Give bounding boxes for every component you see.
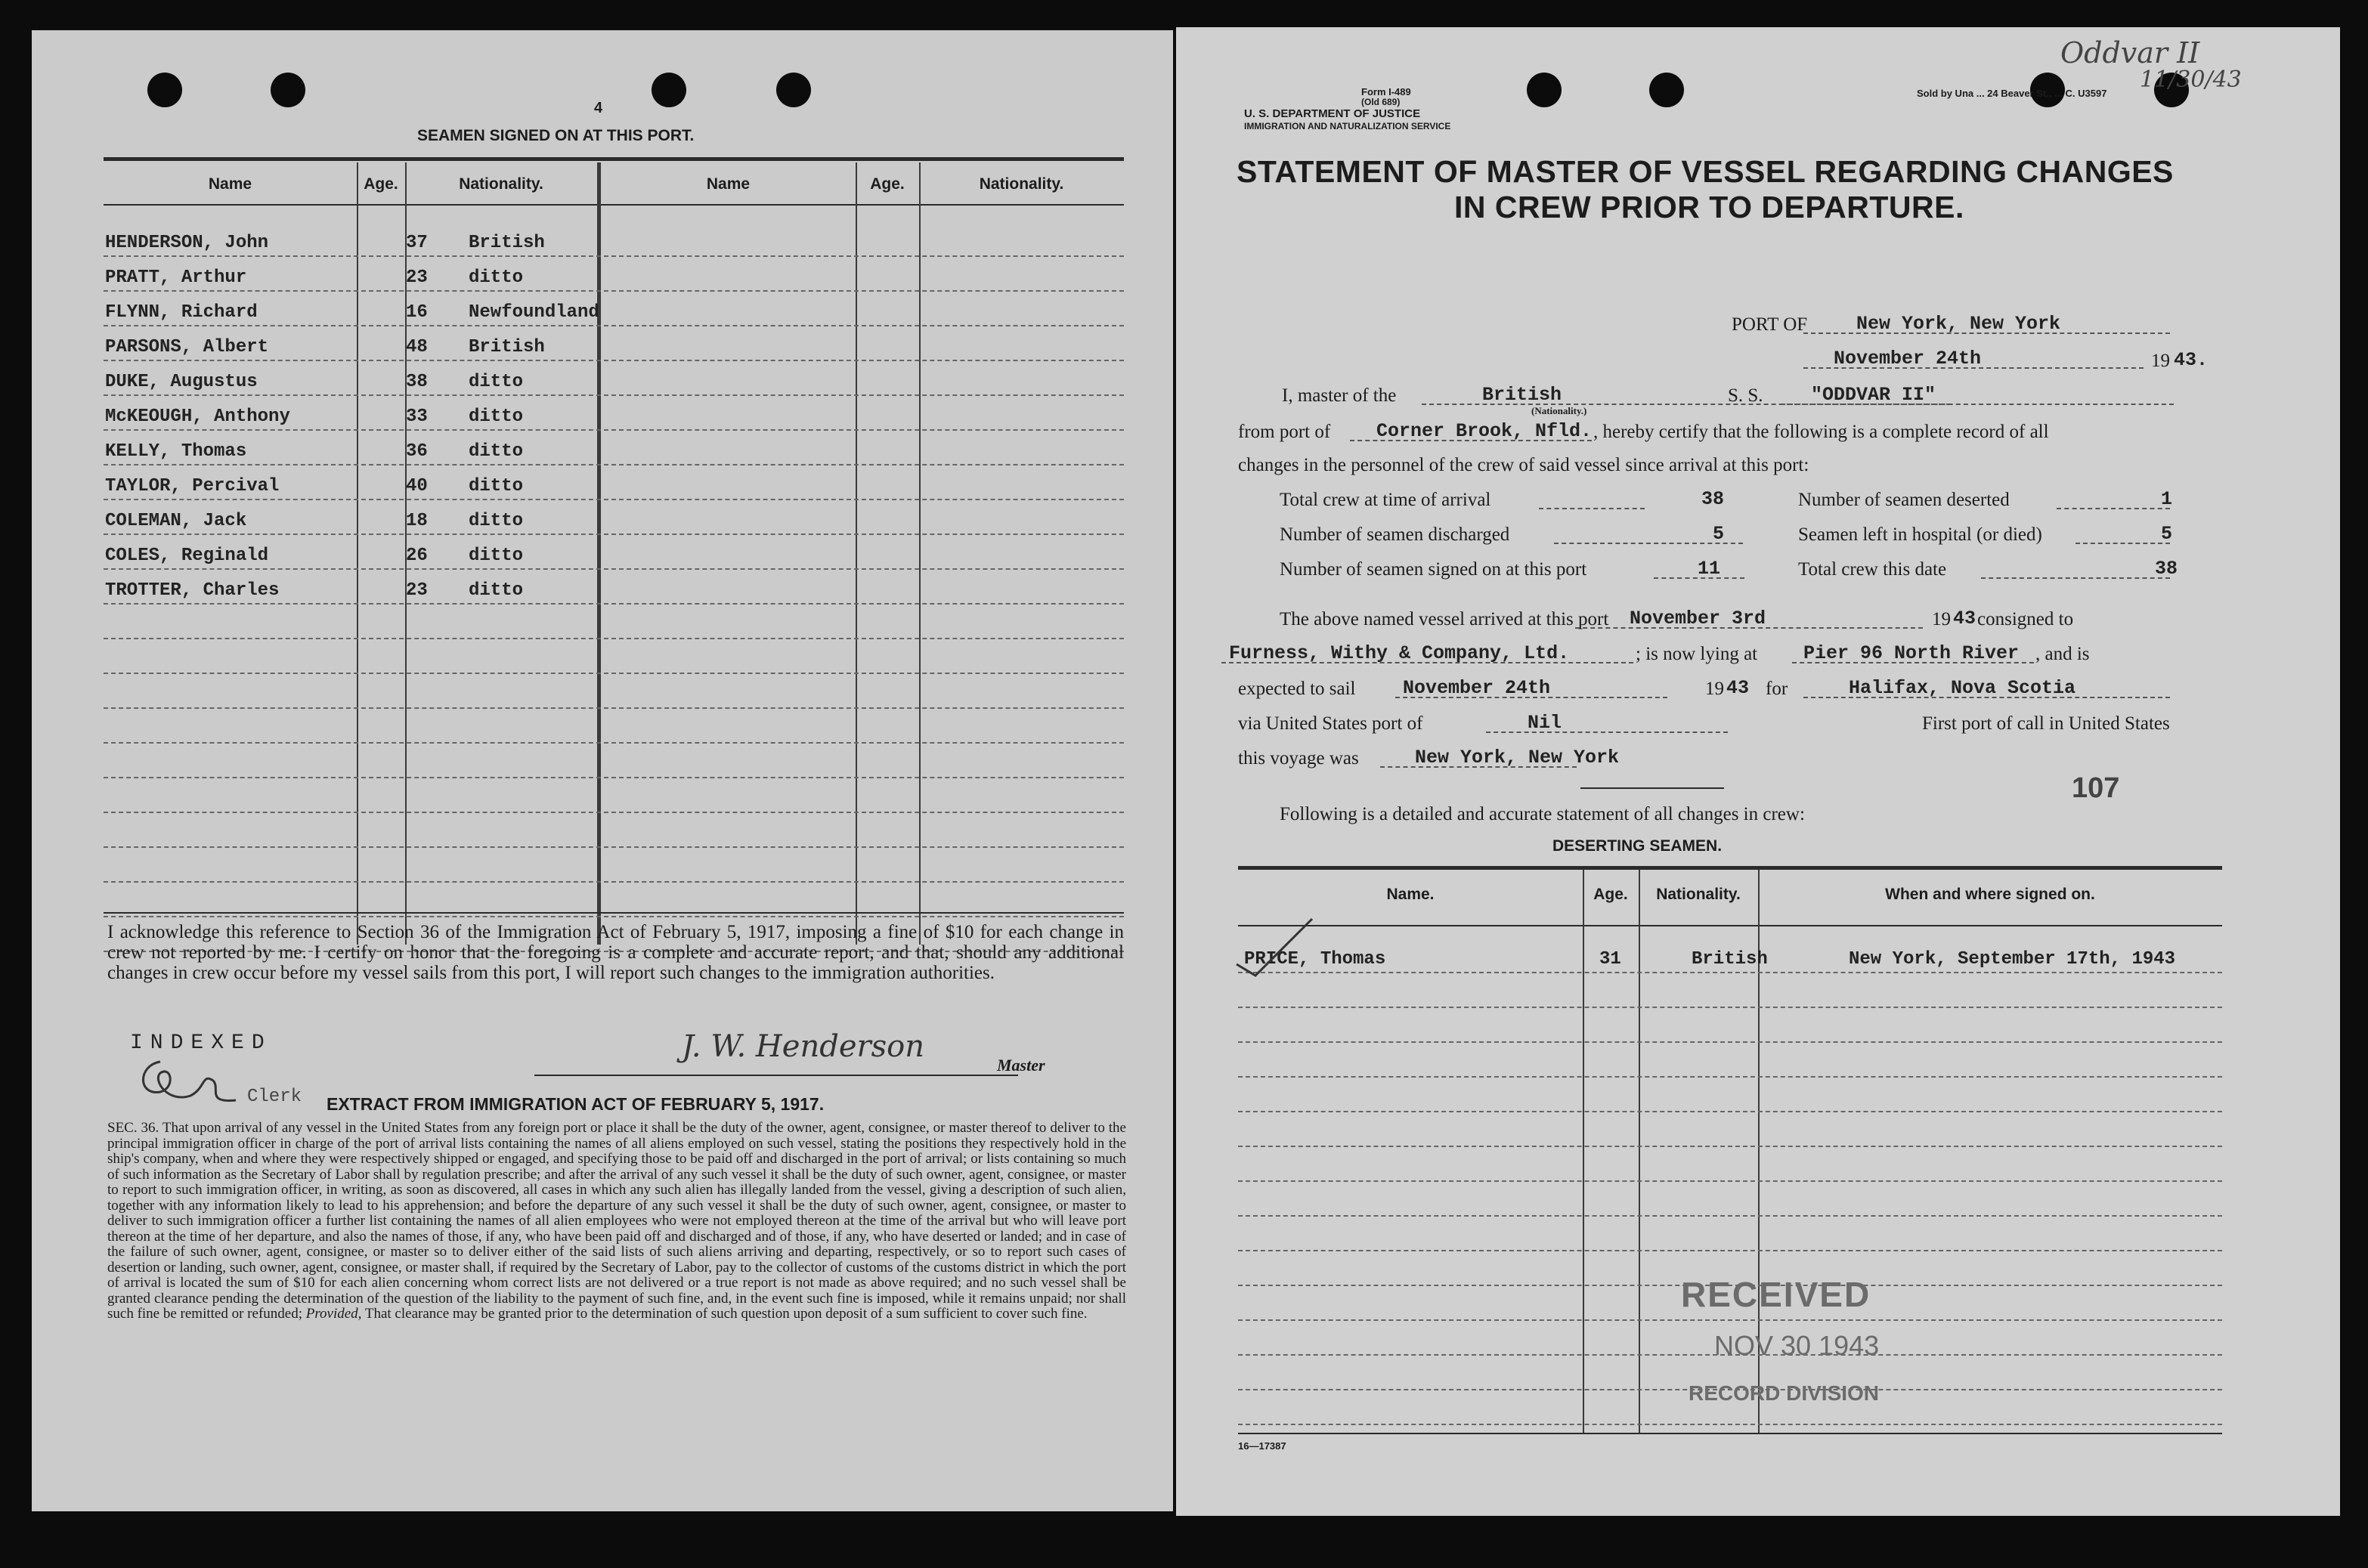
desert-table-top-rule — [1238, 866, 2222, 870]
handwritten-ship-note: Oddvar II — [2060, 36, 2200, 70]
row-rule — [104, 707, 1124, 709]
signature-line — [534, 1075, 1018, 1076]
column-header-age: Age. — [870, 175, 905, 193]
following-text: Following is a detailed and accurate statement of all changes in crew: — [1280, 804, 1805, 824]
record-division-stamp: RECORD DIVISION — [1689, 1381, 1880, 1405]
table-row — [104, 541, 1124, 574]
table-row — [104, 367, 1124, 401]
desert-table-header-rule — [1238, 925, 2222, 926]
extract-title: EXTRACT FROM IMMIGRATION ACT OF FEBRUARY 5, 1917. — [327, 1094, 825, 1114]
punch-hole — [271, 73, 305, 107]
department-name: U. S. DEPARTMENT OF JUSTICE — [1244, 107, 1421, 120]
seaman-name: COLEMAN, Jack — [105, 511, 247, 531]
arrived-date: November 3rd — [1630, 608, 1766, 629]
column-header-name: Name — [706, 175, 751, 193]
discharged-value: 5 — [1713, 523, 1725, 545]
received-stamp: RECEIVED — [1681, 1275, 1871, 1314]
column-header-age: Age. — [364, 175, 398, 193]
ship-name: "ODDVAR II" — [1811, 384, 1936, 406]
punch-hole — [1649, 73, 1684, 107]
discharged-label: Number of seamen discharged — [1280, 524, 1510, 545]
via-line — [1486, 731, 1728, 733]
section-36-label: SEC. 36. — [107, 1120, 159, 1136]
row-rule — [1238, 1215, 2222, 1217]
table-row — [104, 332, 1124, 366]
seaman-name: TROTTER, Charles — [105, 580, 280, 601]
consignee-line — [1221, 662, 1633, 663]
desert-header-nationality: Nationality. — [1656, 886, 1741, 903]
via-value: Nil — [1528, 712, 1562, 734]
clerk-initials-signature — [130, 1050, 243, 1111]
voyage-extra-line — [1580, 787, 1724, 789]
table-row — [104, 402, 1124, 435]
column-header-name: Name — [208, 175, 252, 193]
table-row — [104, 576, 1124, 609]
deserter-signed-on: New York, September 17th, 1943 — [1849, 949, 2176, 970]
consigned-to-label: consigned to — [1977, 609, 2074, 629]
deserted-label: Number of seamen deserted — [1798, 490, 2010, 510]
seaman-name: McKEOUGH, Anthony — [105, 407, 290, 427]
expected-label: expected to sail — [1238, 679, 1356, 699]
seaman-nationality: ditto — [469, 546, 524, 566]
stat-line — [1539, 508, 1645, 509]
form-title-line-1: STATEMENT OF MASTER OF VESSEL REGARDING CHANGES — [1237, 154, 2174, 189]
row-rule — [1238, 1111, 2222, 1112]
form-number: Form I-489 — [1361, 86, 1411, 97]
section-title: SEAMEN SIGNED ON AT THIS PORT. — [417, 127, 695, 144]
row-rule — [104, 777, 1124, 778]
date-value: November 24th — [1834, 348, 1982, 370]
seaman-age: 33 — [406, 407, 428, 427]
seaman-nationality: Newfoundland — [469, 302, 599, 323]
seaman-age: 36 — [406, 441, 428, 462]
nationality-value: British — [1482, 384, 1562, 406]
voyage-value: New York, New York — [1415, 747, 1620, 769]
sold-by-note: Sold by Una ... 24 Beaver St., ... C. U3597 — [1917, 88, 2107, 99]
row-rule — [104, 812, 1124, 813]
port-value: New York, New York — [1856, 313, 2061, 335]
total-crew-arrival-value: 38 — [1701, 488, 1725, 510]
deserting-title: DESERTING SEAMEN. — [1552, 837, 1723, 855]
table-row — [104, 506, 1124, 540]
row-rule — [104, 846, 1124, 848]
form-code: 16—17387 — [1238, 1440, 1286, 1452]
deserted-value: 1 — [2161, 488, 2173, 510]
row-rule — [104, 916, 1124, 917]
first-port-label: First port of call in United States — [1922, 713, 2170, 734]
table-row — [104, 437, 1124, 470]
table-top-rule — [104, 157, 1124, 161]
lying-at-value: Pier 96 North River — [1803, 642, 2020, 664]
row-rule — [1238, 1041, 2222, 1043]
year-value: 43. — [2174, 349, 2209, 371]
hospital-value: 5 — [2161, 523, 2173, 545]
desert-header-age: Age. — [1593, 886, 1628, 903]
section-36-proviso-label: Provided, — [305, 1306, 362, 1322]
certify-text: , hereby certify that the following is a complete record of all — [1593, 422, 2049, 442]
received-stamp-date: NOV 30 1943 — [1714, 1330, 1880, 1361]
seaman-nationality: ditto — [469, 407, 524, 427]
row-rule — [1238, 1250, 2222, 1251]
seaman-age: 37 — [406, 233, 428, 253]
seaman-name: TAYLOR, Percival — [105, 476, 280, 496]
seaman-age: 16 — [406, 302, 428, 323]
seaman-name: KELLY, Thomas — [105, 441, 247, 462]
left-page — [32, 30, 1173, 1511]
seaman-age: 18 — [406, 511, 428, 531]
seaman-name: HENDERSON, John — [105, 233, 269, 253]
stat-line — [2075, 543, 2170, 544]
seaman-age: 48 — [406, 337, 428, 357]
port-label: PORT OF — [1732, 314, 1808, 335]
total-today-value: 38 — [2155, 558, 2178, 580]
row-rule — [1238, 1076, 2222, 1078]
seaman-name: PARSONS, Albert — [105, 337, 269, 357]
seaman-nationality: ditto — [469, 441, 524, 462]
punch-hole — [147, 73, 182, 107]
punch-hole — [652, 73, 686, 107]
master-of-label: I, master of the — [1282, 385, 1397, 406]
column-header-nationality: Nationality. — [979, 175, 1064, 193]
nationality-caption: (Nationality.) — [1531, 405, 1587, 416]
seaman-age: 23 — [406, 268, 428, 288]
seaman-name: DUKE, Augustus — [105, 372, 258, 392]
changes-text: changes in the personnel of the crew of said vessel since arrival at this port: — [1238, 455, 1809, 475]
column-header-nationality: Nationality. — [459, 175, 543, 193]
row-rule — [104, 881, 1124, 883]
stat-line — [2057, 508, 2170, 509]
ss-label: S. S. — [1728, 385, 1763, 406]
signed-on-label: Number of seamen signed on at this port — [1280, 559, 1587, 580]
right-page — [1176, 27, 2340, 1516]
row-rule — [1238, 1146, 2222, 1147]
row-rule — [1238, 1180, 2222, 1182]
seaman-age: 38 — [406, 372, 428, 392]
arrived-year-prefix: 19 — [1932, 609, 1951, 629]
seaman-name: PRATT, Arthur — [105, 268, 247, 288]
for-label: for — [1766, 679, 1788, 699]
punch-hole — [1527, 73, 1562, 107]
desert-table-bottom-rule — [1238, 1433, 2222, 1434]
seaman-nationality: British — [469, 337, 545, 357]
row-rule — [1238, 1007, 2222, 1008]
row-rule — [1238, 1319, 2222, 1321]
table-bottom-rule — [104, 912, 1124, 914]
check-mark — [1229, 911, 1320, 979]
desert-header-signed-on: When and where signed on. — [1885, 886, 2095, 903]
deserter-age: 31 — [1599, 949, 1621, 970]
seaman-age: 26 — [406, 546, 428, 566]
expected-year: 43 — [1726, 677, 1750, 699]
year-prefix: 19 — [2151, 351, 2170, 371]
table-row — [1238, 949, 2222, 979]
seaman-nationality: British — [469, 233, 545, 253]
seaman-age: 40 — [406, 476, 428, 496]
arrived-text: The above named vessel arrived at this port — [1280, 609, 1609, 629]
section-36-body: That upon arrival of any vessel in the United States from any foreign port or place it shall be the duty of the owner, agent, consignee, or master thereof to deliver to the principal immigration officer in charge of the port of arrival lists containing the names of all aliens employed on such vessel, stating the positions they respectively hold in the ship's company, when and where they were respectively shipped or engaged, and specifying those to be paid off and discharged in the port of arrival; or lists containing so much of such information as the Secretary of Labor shall by regulation prescribe; and after the arrival of any such vessel it shall be the duty of such owner, agent, consignee, or master to report to such immigration officer, in writing, as soon as discovered, all cases in which any such alien has illegally landed from the vessel, giving a description of such alien, together with any information likely to lead to his apprehension; and before the departure of any such vessel it shall be the duty of such owner, agent, consignee, or master to deliver to such immigration officer a further list containing the names of all alien employees who were not employed thereon at the time of the arrival but who will leave port thereon at the time of her departure, and also the names of those, if any, who have been paid off and discharged and of those, if any, who have deserted or landed; and in case of the failure of such owner, agent, consignee, or master so to deliver either of the said lists of such aliens arriving and departing, respectively, or so to report such cases of desertion or landing, such owner, agent, consignee, or master shall, if required by the Secretary of Labor, pay to the collector of customs of the customs district in which the port of arrival is located the sum of $10 for each alien concerning whom correct lists are not delivered or a true report is not made as above required; and no such vessel shall be granted clearance pending the determination of the question of the liability to the payment of such fine, and, in the event such fine is imposed, while it remains unpaid; nor shall such fine be remitted or refunded; — [107, 1120, 1126, 1322]
consignee-value: Furness, Withy & Company, Ltd. — [1229, 642, 1570, 664]
from-port-label: from port of — [1238, 422, 1331, 442]
acknowledgement-text: I acknowledge this reference to Section 36 of the Immigration Act of February 5, 1917, imposing a fine of $10 for each change in crew not reported by me. I certify on honor that the foregoing is a complete and accurate report, and that, should any additional changes in crew occur before my vessel sails from this port, I will report such changes to the immigration authorities. — [107, 922, 1124, 983]
form-old-number: (Old 689) — [1361, 97, 1401, 107]
row-rule — [104, 673, 1124, 674]
table-row — [104, 263, 1124, 296]
seaman-age: 23 — [406, 580, 428, 601]
row-rule — [1238, 1424, 2222, 1425]
row-rule — [104, 638, 1124, 639]
seaman-name: COLES, Reginald — [105, 546, 269, 566]
service-name: IMMIGRATION AND NATURALIZATION SERVICE — [1244, 121, 1451, 131]
seaman-nationality: ditto — [469, 372, 524, 392]
row-rule — [104, 742, 1124, 744]
total-crew-arrival-label: Total crew at time of arrival — [1280, 490, 1491, 510]
seaman-name: FLYNN, Richard — [105, 302, 258, 323]
clerk-label: Clerk — [247, 1087, 302, 1107]
deserter-name: PRICE, Thomas — [1244, 949, 1386, 970]
seaman-nationality: ditto — [469, 580, 524, 601]
stat-line — [1981, 577, 2170, 579]
section-36-text — [107, 1121, 1126, 1322]
destination-value: Halifax, Nova Scotia — [1849, 677, 2076, 699]
page-number: 4 — [594, 100, 603, 116]
hospital-label: Seamen left in hospital (or died) — [1798, 524, 2042, 545]
master-label: Master — [997, 1056, 1045, 1075]
deserter-nationality: British — [1692, 949, 1768, 970]
handwritten-reference: 11/30/43 — [2140, 66, 2242, 93]
table-row — [104, 298, 1124, 331]
desert-header-name: Name. — [1386, 886, 1435, 903]
total-today-label: Total crew this date — [1798, 559, 1947, 580]
expected-year-prefix: 19 — [1705, 679, 1724, 699]
table-row — [104, 472, 1124, 505]
punch-hole — [776, 73, 811, 107]
voyage-label: this voyage was — [1238, 748, 1359, 769]
handwritten-number: 107 — [2072, 772, 2120, 804]
from-port-value: Corner Brook, Nfld. — [1376, 420, 1593, 442]
and-is-label: , and is — [2035, 644, 2090, 664]
signed-on-value: 11 — [1698, 558, 1721, 580]
indexed-stamp: INDEXED — [130, 1031, 272, 1055]
lying-at-label: ; is now lying at — [1636, 644, 1758, 664]
master-signature: J. W. Henderson — [682, 1029, 924, 1064]
table-row — [104, 228, 1124, 261]
expected-date: November 24th — [1403, 677, 1551, 699]
via-label: via United States port of — [1238, 713, 1423, 734]
table-header-rule — [104, 204, 1124, 206]
arrived-year: 43 — [1953, 608, 1976, 629]
seaman-nationality: ditto — [469, 511, 524, 531]
seaman-nationality: ditto — [469, 476, 524, 496]
section-36-proviso: That clearance may be granted prior to the determination of such question upon deposit of a sum sufficient to cover such fine. — [364, 1306, 1088, 1322]
form-title-line-2: IN CREW PRIOR TO DEPARTURE. — [1454, 190, 1964, 224]
seaman-nationality: ditto — [469, 268, 524, 288]
